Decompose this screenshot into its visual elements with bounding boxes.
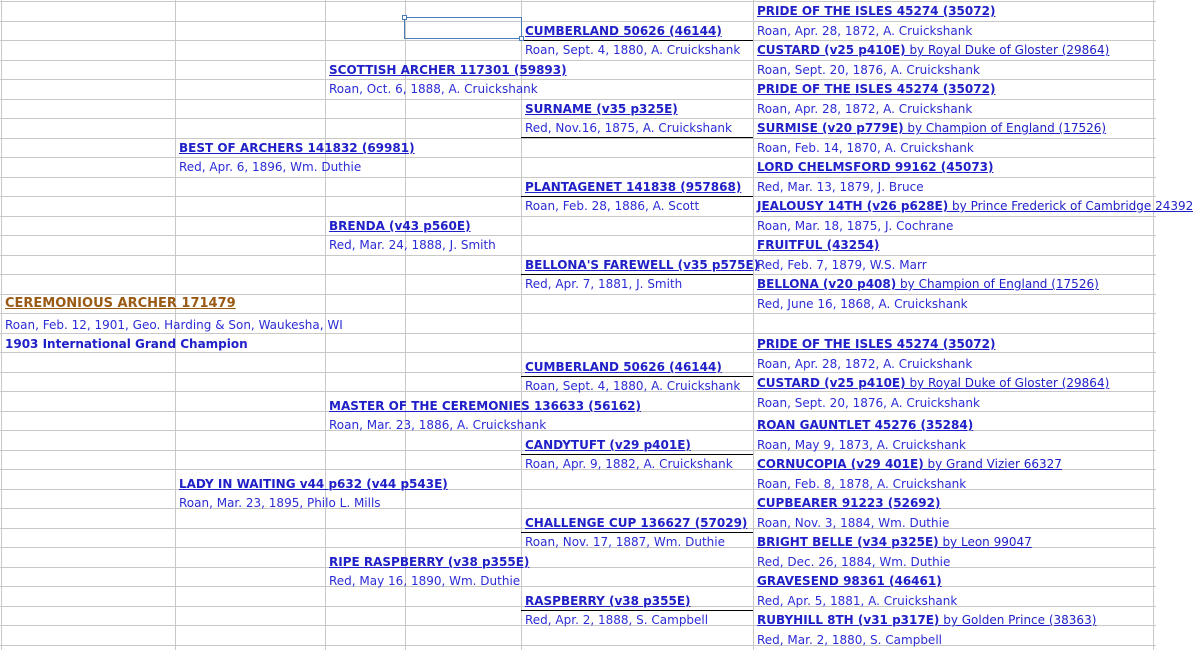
pedigree-connector bbox=[521, 610, 753, 611]
selection-handle-bottom-right[interactable] bbox=[519, 36, 524, 41]
gen3-ancestor-name[interactable]: PLANTAGENET 141838 (957868) bbox=[525, 180, 742, 194]
gen4-ancestor-name[interactable] bbox=[757, 573, 942, 589]
row-gridline bbox=[0, 645, 1156, 646]
column-gridline bbox=[753, 0, 754, 650]
gen4-ancestor-name[interactable] bbox=[757, 534, 1032, 550]
pedigree-connector bbox=[521, 376, 753, 377]
column-gridline bbox=[1153, 0, 1154, 650]
gen4-ancestor-name[interactable] bbox=[757, 417, 973, 433]
dam-sire-info: Roan, Mar. 23, 1886, A. Cruickshank bbox=[329, 418, 547, 432]
gen3-ancestor-name[interactable]: BELLONA'S FAREWELL (v35 p575E) bbox=[525, 258, 760, 272]
row-gridline bbox=[0, 352, 1156, 353]
gen4-ancestor-info: Red, Dec. 26, 1884, Wm. Duthie bbox=[757, 555, 951, 569]
gen4-ancestor-info: Red, Apr. 5, 1881, A. Cruickshank bbox=[757, 594, 958, 608]
sire-info: Red, Apr. 6, 1896, Wm. Duthie bbox=[179, 160, 362, 174]
row-gridline bbox=[0, 216, 1156, 217]
gen3-ancestor-info: Roan, Feb. 28, 1886, A. Scott bbox=[525, 199, 700, 213]
gen4-ancestor-info: Red, Mar. 2, 1880, S. Campbell bbox=[757, 633, 942, 647]
gen4-ancestor-info: Roan, Apr. 28, 1872, A. Cruickshank bbox=[757, 102, 973, 116]
gen4-ancestor-link[interactable]: RUBYHILL 8TH (v31 p317E) bbox=[757, 613, 940, 627]
gen4-ancestor-name[interactable] bbox=[757, 198, 1193, 214]
row-gridline bbox=[0, 586, 1156, 587]
gen4-ancestor-sire-note: by Golden Prince (38363) bbox=[939, 613, 1097, 627]
gen4-ancestor-link[interactable]: SURMISE (v20 p779E) bbox=[757, 121, 904, 135]
gen4-ancestor-name[interactable] bbox=[757, 237, 879, 253]
gen4-ancestor-info: Roan, Feb. 14, 1870, A. Cruickshank bbox=[757, 141, 974, 155]
row-gridline bbox=[0, 99, 1156, 100]
gen4-ancestor-sire-note: by Royal Duke of Gloster (29864) bbox=[905, 376, 1110, 390]
row-gridline bbox=[0, 1, 1156, 2]
dam-info: Roan, Mar. 23, 1895, Philo L. Mills bbox=[179, 496, 381, 510]
gen4-ancestor-link[interactable]: ROAN GAUNTLET 45276 (35284) bbox=[757, 418, 974, 432]
gen4-ancestor-info: Red, Mar. 13, 1879, J. Bruce bbox=[757, 180, 924, 194]
gen4-ancestor-name[interactable] bbox=[757, 456, 1062, 472]
gen3-ancestor-info: Roan, Apr. 9, 1882, A. Cruickshank bbox=[525, 457, 733, 471]
root-animal-info: Roan, Feb. 12, 1901, Geo. Harding & Son, Waukesha, WI bbox=[5, 318, 343, 332]
gen3-ancestor-name[interactable]: SURNAME (v35 p325E) bbox=[525, 102, 678, 116]
gen3-ancestor-name[interactable]: CANDYTUFT (v29 p401E) bbox=[525, 438, 691, 452]
row-gridline bbox=[0, 313, 1156, 314]
gen3-ancestor-name[interactable]: CUMBERLAND 50626 (46144) bbox=[525, 24, 722, 38]
gen4-ancestor-name[interactable] bbox=[757, 3, 995, 19]
sire-dam-info: Red, Mar. 24, 1888, J. Smith bbox=[329, 238, 496, 252]
gen3-ancestor-info: Roan, Sept. 4, 1880, A. Cruickshank bbox=[525, 379, 741, 393]
row-gridline bbox=[0, 333, 1156, 334]
pedigree-connector bbox=[521, 137, 753, 138]
row-gridline bbox=[0, 235, 1156, 236]
gen3-ancestor-info: Roan, Nov. 17, 1887, Wm. Duthie bbox=[525, 535, 725, 549]
dam-sire-name[interactable]: MASTER OF THE CEREMONIES 136633 (56162) bbox=[329, 399, 641, 413]
row-gridline bbox=[0, 567, 1156, 568]
gen4-ancestor-name[interactable] bbox=[757, 336, 995, 352]
gen4-ancestor-link[interactable]: PRIDE OF THE ISLES 45274 (35072) bbox=[757, 337, 996, 351]
gen4-ancestor-name[interactable] bbox=[757, 276, 1099, 292]
gen4-ancestor-info: Red, June 16, 1868, A. Cruickshank bbox=[757, 297, 968, 311]
gen4-ancestor-link[interactable]: PRIDE OF THE ISLES 45274 (35072) bbox=[757, 4, 996, 18]
gen4-ancestor-sire-note: by Prince Frederick of Cambridge 24392 bbox=[948, 199, 1193, 213]
selected-cell[interactable] bbox=[404, 17, 522, 39]
gen4-ancestor-name[interactable] bbox=[757, 375, 1109, 391]
gen4-ancestor-name[interactable] bbox=[757, 42, 1109, 58]
gen4-ancestor-sire-note: by Grand Vizier 66327 bbox=[923, 457, 1062, 471]
gen3-ancestor-name[interactable]: CUMBERLAND 50626 (46144) bbox=[525, 360, 722, 374]
row-gridline bbox=[0, 430, 1156, 431]
gen4-ancestor-link[interactable]: FRUITFUL (43254) bbox=[757, 238, 880, 252]
pedigree-connector bbox=[521, 274, 753, 275]
gen4-ancestor-link[interactable]: GRAVESEND 98361 (46461) bbox=[757, 574, 942, 588]
gen4-ancestor-info: Roan, May 9, 1873, A. Cruickshank bbox=[757, 438, 966, 452]
column-gridline bbox=[405, 0, 406, 650]
row-gridline bbox=[0, 508, 1156, 509]
gen4-ancestor-info: Red, Feb. 7, 1879, W.S. Marr bbox=[757, 258, 927, 272]
gen4-ancestor-info: Roan, Feb. 8, 1878, A. Cruickshank bbox=[757, 477, 967, 491]
row-gridline bbox=[0, 138, 1156, 139]
gen4-ancestor-sire-note: by Champion of England (17526) bbox=[903, 121, 1107, 135]
gen4-ancestor-link[interactable]: BRIGHT BELLE (v34 p325E) bbox=[757, 535, 939, 549]
gen4-ancestor-name[interactable] bbox=[757, 495, 940, 511]
gen4-ancestor-info: Roan, Mar. 18, 1875, J. Cochrane bbox=[757, 219, 954, 233]
sire-sire-info: Roan, Oct. 6, 1888, A. Cruickshank bbox=[329, 82, 538, 96]
gen4-ancestor-name[interactable] bbox=[757, 81, 995, 97]
pedigree-connector bbox=[521, 454, 753, 455]
sire-sire-name[interactable]: SCOTTISH ARCHER 117301 (59893) bbox=[329, 63, 567, 77]
pedigree-connector bbox=[521, 532, 753, 533]
gen4-ancestor-link[interactable]: CUSTARD (v25 p410E) bbox=[757, 376, 906, 390]
pedigree-connector bbox=[521, 196, 753, 197]
gen4-ancestor-sire-note: by Champion of England (17526) bbox=[896, 277, 1099, 291]
row-gridline bbox=[0, 21, 1156, 22]
gen4-ancestor-name[interactable] bbox=[757, 159, 994, 175]
gen4-ancestor-info: Roan, Apr. 28, 1872, A. Cruickshank bbox=[757, 357, 973, 371]
gen4-ancestor-name[interactable] bbox=[757, 120, 1106, 136]
row-gridline bbox=[0, 489, 1156, 490]
row-gridline bbox=[0, 177, 1156, 178]
gen4-ancestor-info: Roan, Sept. 20, 1876, A. Cruickshank bbox=[757, 63, 980, 77]
dam-dam-info: Red, May 16, 1890, Wm. Duthie bbox=[329, 574, 521, 588]
row-gridline bbox=[0, 118, 1156, 119]
gen3-ancestor-info: Red, Apr. 2, 1888, S. Campbell bbox=[525, 613, 709, 627]
gen4-ancestor-link[interactable]: CUSTARD (v25 p410E) bbox=[757, 43, 906, 57]
gen4-ancestor-link[interactable]: CORNUCOPIA (v29 401E) bbox=[757, 457, 924, 471]
gen4-ancestor-info: Roan, Nov. 3, 1884, Wm. Duthie bbox=[757, 516, 950, 530]
row-gridline bbox=[0, 60, 1156, 61]
gen3-ancestor-info: Red, Nov.16, 1875, A. Cruickshank bbox=[525, 121, 732, 135]
gen4-ancestor-sire-note: by Royal Duke of Gloster (29864) bbox=[905, 43, 1110, 57]
row-gridline bbox=[0, 294, 1156, 295]
column-gridline bbox=[1, 0, 2, 650]
row-gridline bbox=[0, 255, 1156, 256]
gen4-ancestor-link[interactable]: LORD CHELMSFORD 99162 (45073) bbox=[757, 160, 994, 174]
gen3-ancestor-info: Roan, Sept. 4, 1880, A. Cruickshank bbox=[525, 43, 741, 57]
sire-dam-name[interactable]: BRENDA (v43 p560E) bbox=[329, 219, 471, 233]
column-gridline bbox=[521, 0, 522, 650]
gen4-ancestor-link[interactable]: PRIDE OF THE ISLES 45274 (35072) bbox=[757, 82, 996, 96]
root-animal-name[interactable]: CEREMONIOUS ARCHER 171479 bbox=[5, 296, 236, 311]
gen4-ancestor-link[interactable]: BELLONA (v20 p408) bbox=[757, 277, 897, 291]
dam-name[interactable]: LADY IN WAITING v44 p632 (v44 p543E) bbox=[179, 477, 448, 491]
row-gridline bbox=[0, 157, 1156, 158]
gen4-ancestor-info: Roan, Apr. 28, 1872, A. Cruickshank bbox=[757, 24, 973, 38]
root-animal-award: 1903 International Grand Champion bbox=[5, 337, 248, 351]
gen3-ancestor-info: Red, Apr. 7, 1881, J. Smith bbox=[525, 277, 683, 291]
gen4-ancestor-link[interactable]: JEALOUSY 14TH (v26 p628E) bbox=[757, 199, 949, 213]
gen4-ancestor-sire-note: by Leon 99047 bbox=[938, 535, 1032, 549]
row-gridline bbox=[0, 79, 1156, 80]
gen4-ancestor-link[interactable]: CUPBEARER 91223 (52692) bbox=[757, 496, 941, 510]
gen4-ancestor-info: Roan, Sept. 20, 1876, A. Cruickshank bbox=[757, 396, 980, 410]
gen3-ancestor-name[interactable]: CHALLENGE CUP 136627 (57029) bbox=[525, 516, 748, 530]
gen4-ancestor-name[interactable] bbox=[757, 612, 1096, 628]
selection-handle-top-left[interactable] bbox=[402, 15, 407, 20]
gen3-ancestor-name[interactable]: RASPBERRY (v38 p355E) bbox=[525, 594, 691, 608]
sire-name[interactable]: BEST OF ARCHERS 141832 (69981) bbox=[179, 141, 415, 155]
dam-dam-name[interactable]: RIPE RASPBERRY (v38 p355E) bbox=[329, 555, 530, 569]
pedigree-connector bbox=[521, 40, 753, 41]
